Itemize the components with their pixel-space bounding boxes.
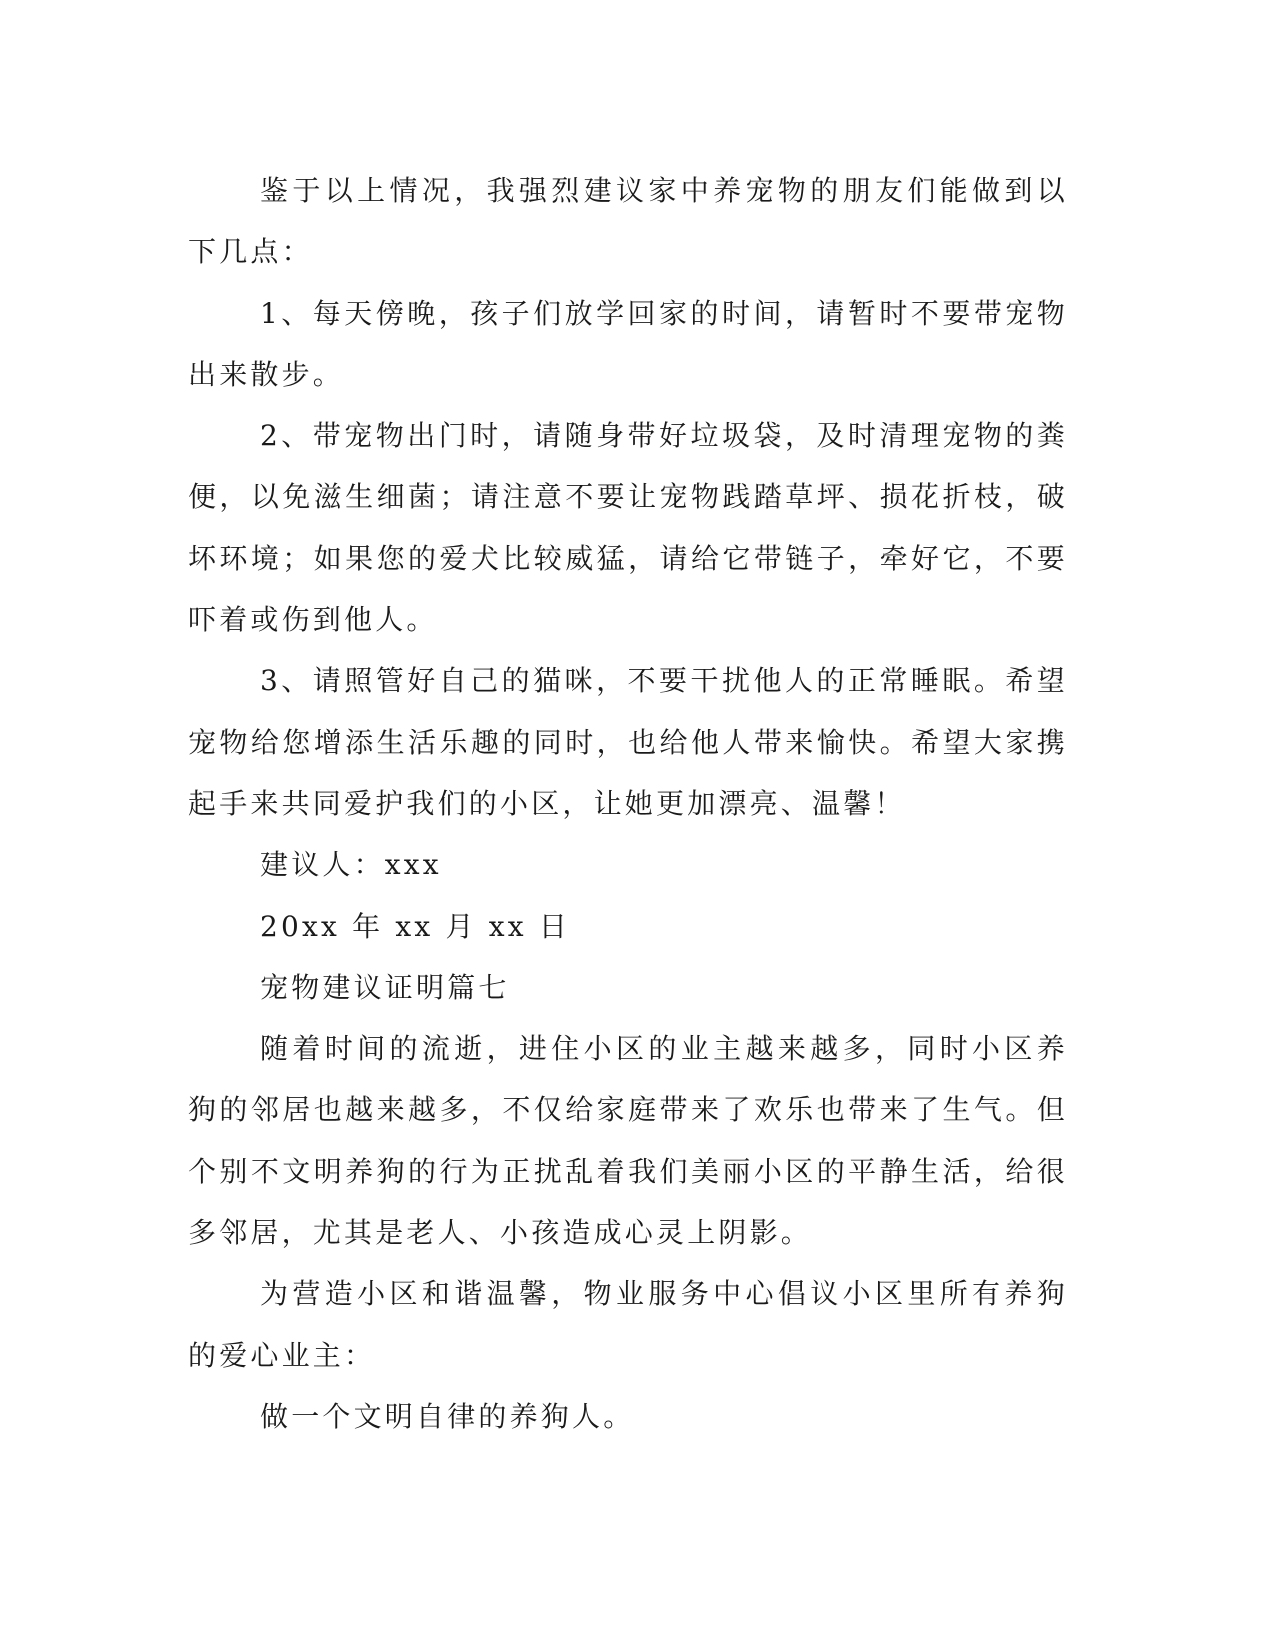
section-heading: 宠物建议证明篇七	[260, 970, 510, 1004]
paragraph-item-3: 3、请照管好自己的猫咪，不要干扰他人的正常睡眠。希望宠物给您增添生活乐趣的同时，也给他人带来愉快。希望大家携起手来共同爱护我们的小区，让她更加漂亮、温馨！	[188, 664, 1068, 820]
paragraph-initiative: 为营造小区和谐温馨，物业服务中心倡议小区里所有养狗的爱心业主：	[188, 1277, 1068, 1372]
paragraph-background: 随着时间的流逝，进住小区的业主越来越多，同时小区养狗的邻居也越来越多，不仅给家庭带来了欢乐也带来了生气。但个别不文明养狗的行为正扰乱着我们美丽小区的平静生活，给很多邻居，尤其是老人、小孩造成心灵上阴影。	[188, 1032, 1068, 1250]
paragraph-call: 做一个文明自律的养狗人。	[260, 1399, 635, 1433]
signature-date: 20xx 年 xx 月 xx 日	[260, 909, 571, 943]
paragraph-item-2: 2、带宠物出门时，请随身带好垃圾袋，及时清理宠物的粪便，以免滋生细菌；请注意不要让宠物践踏草坪、损花折枝，破坏环境；如果您的爱犬比较威猛，请给它带链子，牵好它，不要吓着或伤到他人。	[188, 419, 1068, 637]
signature-proposer: 建议人：xxx	[260, 848, 442, 882]
document-body	[188, 160, 1068, 1447]
paragraph-intro: 鉴于以上情况，我强烈建议家中养宠物的朋友们能做到以下几点：	[188, 174, 1068, 269]
paragraph-item-1: 1、每天傍晚，孩子们放学回家的时间，请暂时不要带宠物出来散步。	[188, 296, 1068, 391]
